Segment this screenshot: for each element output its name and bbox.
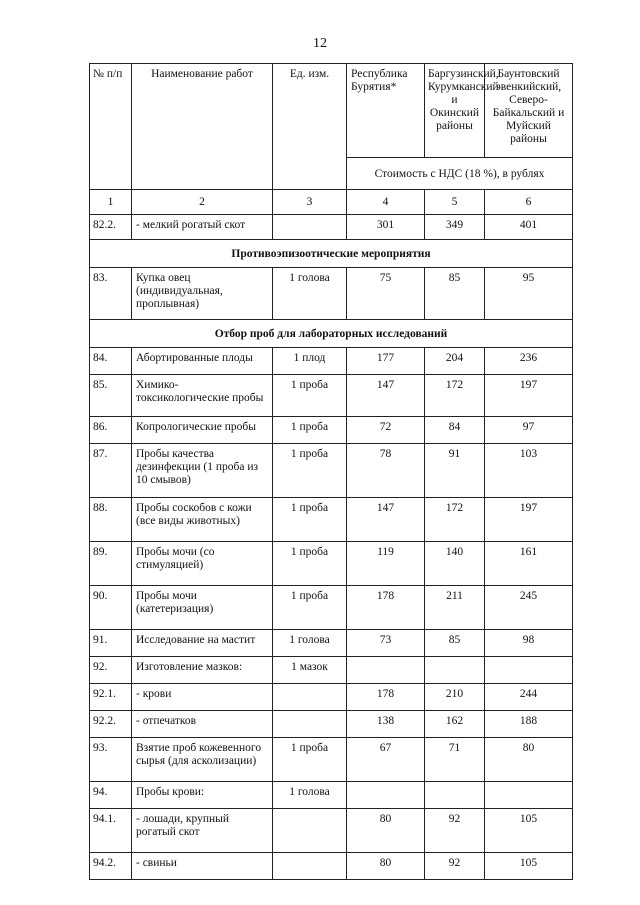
row-unit: 1 плод <box>273 348 347 375</box>
row-number: 92.1. <box>90 684 132 711</box>
row-unit: 1 проба <box>273 542 347 586</box>
row-price-republic: 80 <box>347 809 425 853</box>
row-price-region-1: 211 <box>425 586 485 630</box>
row-number: 94.2. <box>90 853 132 880</box>
row-price-region-2: 105 <box>485 853 573 880</box>
row-price-region-2 <box>485 782 573 809</box>
row-name: - отпечатков <box>132 711 273 738</box>
row-price-republic: 72 <box>347 417 425 444</box>
section-title: Противоэпизоотические мероприятия <box>90 240 573 268</box>
row-name: - крови <box>132 684 273 711</box>
row-unit: 1 голова <box>273 268 347 320</box>
header-num: № п/п <box>90 64 132 190</box>
row-name: Химико-токсикологические пробы <box>132 375 273 417</box>
row-price-region-1 <box>425 657 485 684</box>
table-row <box>90 444 573 498</box>
table-row <box>90 417 573 444</box>
row-number: 92.2. <box>90 711 132 738</box>
row-name: Абортированные плоды <box>132 348 273 375</box>
row-price-republic: 178 <box>347 586 425 630</box>
row-unit: 1 проба <box>273 586 347 630</box>
table-row <box>90 809 573 853</box>
row-price-region-1 <box>425 782 485 809</box>
row-price-region-2: 103 <box>485 444 573 498</box>
row-unit: 1 голова <box>273 782 347 809</box>
row-price-region-1: 204 <box>425 348 485 375</box>
row-price-republic: 301 <box>347 215 425 240</box>
row-price-republic: 67 <box>347 738 425 782</box>
table-row <box>90 657 573 684</box>
row-price-region-2: 401 <box>485 215 573 240</box>
row-name: Купка овец (индивидуальная, проплывная) <box>132 268 273 320</box>
table-row <box>90 542 573 586</box>
row-number: 89. <box>90 542 132 586</box>
row-price-region-1: 140 <box>425 542 485 586</box>
header-republic: Республика Бурятия* <box>347 64 425 158</box>
row-number: 93. <box>90 738 132 782</box>
table-row <box>90 215 573 240</box>
row-number: 91. <box>90 630 132 657</box>
row-number: 94.1. <box>90 809 132 853</box>
row-unit <box>273 711 347 738</box>
index-cell: 4 <box>347 190 425 215</box>
row-number: 94. <box>90 782 132 809</box>
row-price-region-2: 245 <box>485 586 573 630</box>
header-name: Наименование работ <box>132 64 273 190</box>
table-row <box>90 853 573 880</box>
row-name: Изготовление мазков: <box>132 657 273 684</box>
row-unit: 1 голова <box>273 630 347 657</box>
row-price-region-1: 172 <box>425 498 485 542</box>
price-table <box>89 63 573 880</box>
header-region-1: Баргузинский, Курумканский и Окинский районы <box>425 64 485 158</box>
index-cell: 6 <box>485 190 573 215</box>
row-price-region-2: 197 <box>485 375 573 417</box>
section-title: Отбор проб для лабораторных исследований <box>90 320 573 348</box>
section-row <box>90 320 573 348</box>
row-price-region-1: 71 <box>425 738 485 782</box>
row-price-region-1: 85 <box>425 630 485 657</box>
row-price-republic: 78 <box>347 444 425 498</box>
row-price-region-2: 244 <box>485 684 573 711</box>
table-row <box>90 586 573 630</box>
row-price-republic <box>347 657 425 684</box>
row-number: 86. <box>90 417 132 444</box>
row-name: Взятие проб кожевенного сырья (для асколизации) <box>132 738 273 782</box>
row-unit <box>273 684 347 711</box>
row-price-region-1: 172 <box>425 375 485 417</box>
row-number: 85. <box>90 375 132 417</box>
row-price-region-1: 210 <box>425 684 485 711</box>
row-number: 83. <box>90 268 132 320</box>
row-price-region-2: 95 <box>485 268 573 320</box>
row-price-republic: 73 <box>347 630 425 657</box>
row-price-republic: 147 <box>347 498 425 542</box>
row-number: 82.2. <box>90 215 132 240</box>
row-name: Копрологические пробы <box>132 417 273 444</box>
row-number: 84. <box>90 348 132 375</box>
index-cell: 2 <box>132 190 273 215</box>
row-price-region-2: 161 <box>485 542 573 586</box>
row-name: - мелкий рогатый скот <box>132 215 273 240</box>
row-price-republic: 80 <box>347 853 425 880</box>
table-row <box>90 782 573 809</box>
row-price-region-1: 85 <box>425 268 485 320</box>
row-unit <box>273 215 347 240</box>
row-unit <box>273 853 347 880</box>
row-name: Пробы качества дезинфекции (1 проба из 10 смывов) <box>132 444 273 498</box>
row-price-region-2: 97 <box>485 417 573 444</box>
header-unit: Ед. изм. <box>273 64 347 190</box>
row-number: 90. <box>90 586 132 630</box>
row-price-region-2: 236 <box>485 348 573 375</box>
index-row <box>90 190 573 215</box>
row-unit: 1 мазок <box>273 657 347 684</box>
row-name: - лошади, крупный рогатый скот <box>132 809 273 853</box>
row-price-region-2: 98 <box>485 630 573 657</box>
section-row <box>90 240 573 268</box>
row-number: 92. <box>90 657 132 684</box>
row-price-region-1: 91 <box>425 444 485 498</box>
row-price-republic <box>347 782 425 809</box>
row-name: - свиньи <box>132 853 273 880</box>
row-unit <box>273 809 347 853</box>
row-price-region-2: 188 <box>485 711 573 738</box>
row-number: 88. <box>90 498 132 542</box>
table-row <box>90 268 573 320</box>
table-row <box>90 738 573 782</box>
table-row <box>90 348 573 375</box>
row-unit: 1 проба <box>273 375 347 417</box>
row-unit: 1 проба <box>273 444 347 498</box>
row-price-republic: 177 <box>347 348 425 375</box>
row-name: Пробы мочи (катетеризация) <box>132 586 273 630</box>
cost-note: Стоимость с НДС (18 %), в рублях <box>347 158 573 190</box>
row-price-region-2: 105 <box>485 809 573 853</box>
table-row <box>90 630 573 657</box>
table-row <box>90 498 573 542</box>
row-name: Пробы соскобов с кожи (все виды животных) <box>132 498 273 542</box>
row-price-region-2: 197 <box>485 498 573 542</box>
row-price-region-1: 92 <box>425 809 485 853</box>
index-cell: 1 <box>90 190 132 215</box>
row-price-region-1: 92 <box>425 853 485 880</box>
row-name: Исследование на мастит <box>132 630 273 657</box>
index-cell: 3 <box>273 190 347 215</box>
row-price-republic: 147 <box>347 375 425 417</box>
row-price-region-1: 162 <box>425 711 485 738</box>
row-price-region-1: 84 <box>425 417 485 444</box>
row-price-republic: 75 <box>347 268 425 320</box>
row-unit: 1 проба <box>273 498 347 542</box>
row-number: 87. <box>90 444 132 498</box>
row-price-region-2 <box>485 657 573 684</box>
table-row <box>90 684 573 711</box>
header-region-2: Баунтовский эвенкийский, Северо-Байкальский и Муйский районы <box>485 64 573 158</box>
row-unit: 1 проба <box>273 738 347 782</box>
row-price-republic: 178 <box>347 684 425 711</box>
row-price-republic: 119 <box>347 542 425 586</box>
row-name: Пробы крови: <box>132 782 273 809</box>
row-unit: 1 проба <box>273 417 347 444</box>
index-cell: 5 <box>425 190 485 215</box>
row-price-region-1: 349 <box>425 215 485 240</box>
page-number: 12 <box>313 36 327 51</box>
row-name: Пробы мочи (со стимуляцией) <box>132 542 273 586</box>
row-price-region-2: 80 <box>485 738 573 782</box>
header-row <box>90 64 573 158</box>
row-price-republic: 138 <box>347 711 425 738</box>
table-row <box>90 375 573 417</box>
table-row <box>90 711 573 738</box>
